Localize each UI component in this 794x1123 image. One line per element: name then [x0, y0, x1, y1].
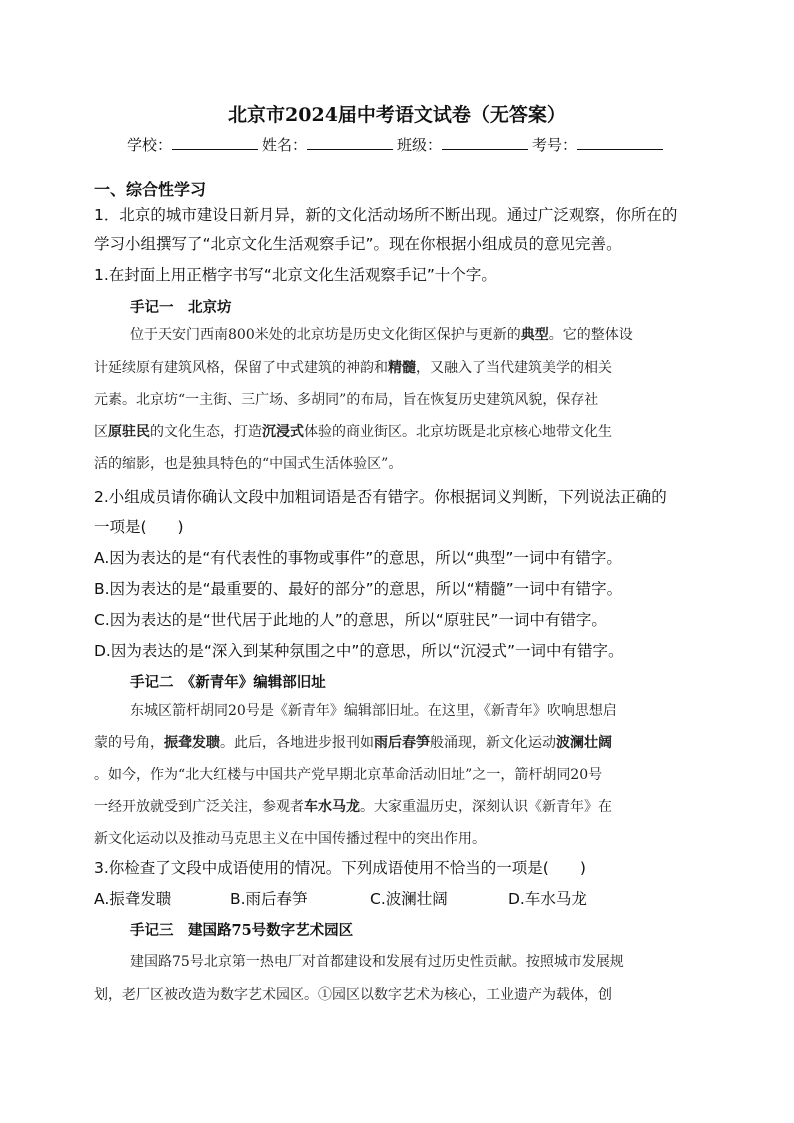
question-3-stem: 3.你检查了文段中成语使用的情况。下列成语使用不恰当的一项是( ): [94, 859, 586, 877]
text: 。它的整体设: [548, 327, 633, 343]
text: 计延续原有建筑风格，保留了中式建筑的神韵和: [94, 360, 388, 376]
text: 区: [94, 424, 108, 440]
school-blank[interactable]: [172, 135, 258, 150]
section-heading: 一、综合性学习: [94, 180, 207, 199]
note1-title: 手记一 北京坊: [130, 299, 232, 316]
text: 蒙的号角，: [94, 735, 164, 751]
question-2-stem-2: 一项是( ): [94, 518, 184, 536]
bold-term: 精髓: [388, 360, 416, 376]
note2-line-1: 东城区箭杆胡同20号是《新青年》编辑部旧址。在这里，《新青年》吹响思想启: [130, 703, 617, 719]
note2-line-2: [94, 733, 706, 753]
text: 一经开放就受到广泛关注，参观者: [94, 799, 304, 815]
question-2-option-a[interactable]: A.因为表达的是“有代表性的事物或事件”的意思，所以“典型”一词中有错字。: [94, 549, 622, 567]
school-label: 学校：: [126, 136, 172, 154]
note2-line-4: [94, 797, 706, 817]
note2-line-5: 新文化运动以及推动马克思主义在中国传播过程中的突出作用。: [94, 831, 486, 847]
note3-line-1: 建国路75号北京第一热电厂对首都建设和发展有过历史性贡献。按照城市发展规: [130, 954, 624, 970]
question-2-stem-1: 2.小组成员请你确认文段中加粗词语是否有错字。你根据词义判断，下列说法正确的: [94, 488, 667, 506]
bold-term: 原驻民: [108, 424, 150, 440]
text: 。大家重温历史，深刻认识《新青年》在: [360, 799, 612, 815]
student-info-row: [0, 134, 794, 155]
bold-term: 典型: [520, 327, 549, 343]
note3-title: 手记三 建国路75号数字艺术园区: [130, 922, 354, 939]
intro-line-1: 1．北京的城市建设日新月异，新的文化活动场所不断出现。通过广泛观察，你所在的: [94, 206, 678, 224]
text: 的文化生态，打造: [150, 424, 262, 440]
question-1: 1.在封面上用正楷字书写“北京文化生活观察手记”十个字。: [94, 266, 497, 284]
number-blank[interactable]: [577, 135, 663, 150]
question-3-option-b[interactable]: B.雨后春笋: [230, 890, 308, 908]
name-blank[interactable]: [307, 135, 393, 150]
note1-line-4: [94, 422, 706, 442]
text: 位于天安门西南800米处的北京坊是历史文化街区保护与更新的: [130, 327, 521, 343]
intro-line-2: 学习小组撰写了“北京文化生活观察手记”。现在你根据小组成员的意见完善。: [94, 235, 622, 253]
question-2-option-d[interactable]: D.因为表达的是“深入到某种氛围之中”的意思，所以“沉浸式”一词中有错字。: [94, 642, 624, 660]
note1-line-1: [130, 325, 710, 345]
note1-line-3: 元素。北京坊“一主街、三广场、多胡同”的布局，旨在恢复历史建筑风貌，保存社: [94, 392, 599, 408]
text: ，又融入了当代建筑美学的相关: [416, 360, 612, 376]
bold-term: 振聋发聩: [164, 735, 220, 751]
note3-line-2: 划，老厂区被改造为数字艺术园区。①园区以数字艺术为核心，工业遗产为载体，创: [94, 987, 612, 1003]
question-2-option-b[interactable]: B.因为表达的是“最重要的、最好的部分”的意思，所以“精髓”一词中有错字。: [94, 580, 623, 598]
note2-line-3: 。如今，作为“北大红楼与中国共产党早期北京革命活动旧址”之一，箭杆胡同20号: [94, 767, 603, 783]
text: 般涌现，新文化运动: [430, 735, 556, 751]
question-2-option-c[interactable]: C.因为表达的是“世代居于此地的人”的意思，所以“原驻民”一词中有错字。: [94, 611, 607, 629]
class-blank[interactable]: [442, 135, 528, 150]
bold-term: 车水马龙: [304, 799, 360, 815]
name-label: 姓名：: [261, 136, 307, 154]
class-label: 班级：: [397, 136, 443, 154]
text: 体验的商业街区。北京坊既是北京核心地带文化生: [304, 424, 612, 440]
question-3-option-a[interactable]: A.振聋发聩: [94, 890, 172, 908]
text: 。此后，各地进步报刊如: [220, 735, 374, 751]
note1-line-2: [94, 358, 706, 378]
question-3-option-d[interactable]: D.车水马龙: [508, 890, 587, 908]
bold-term: 雨后春笋: [374, 735, 430, 751]
bold-term: 波澜壮阔: [556, 735, 612, 751]
bold-term: 沉浸式: [262, 424, 304, 440]
question-3-option-c[interactable]: C.波澜壮阔: [370, 890, 448, 908]
note2-title: 手记二 《新青年》编辑部旧址: [130, 674, 326, 691]
question-3-options: [94, 889, 706, 909]
note1-line-5: 活的缩影，也是独具特色的“中国式生活体验区”。: [94, 456, 403, 472]
page-title: 北京市2024届中考语文试卷（无答案）: [228, 104, 566, 126]
number-label: 考号：: [532, 136, 578, 154]
